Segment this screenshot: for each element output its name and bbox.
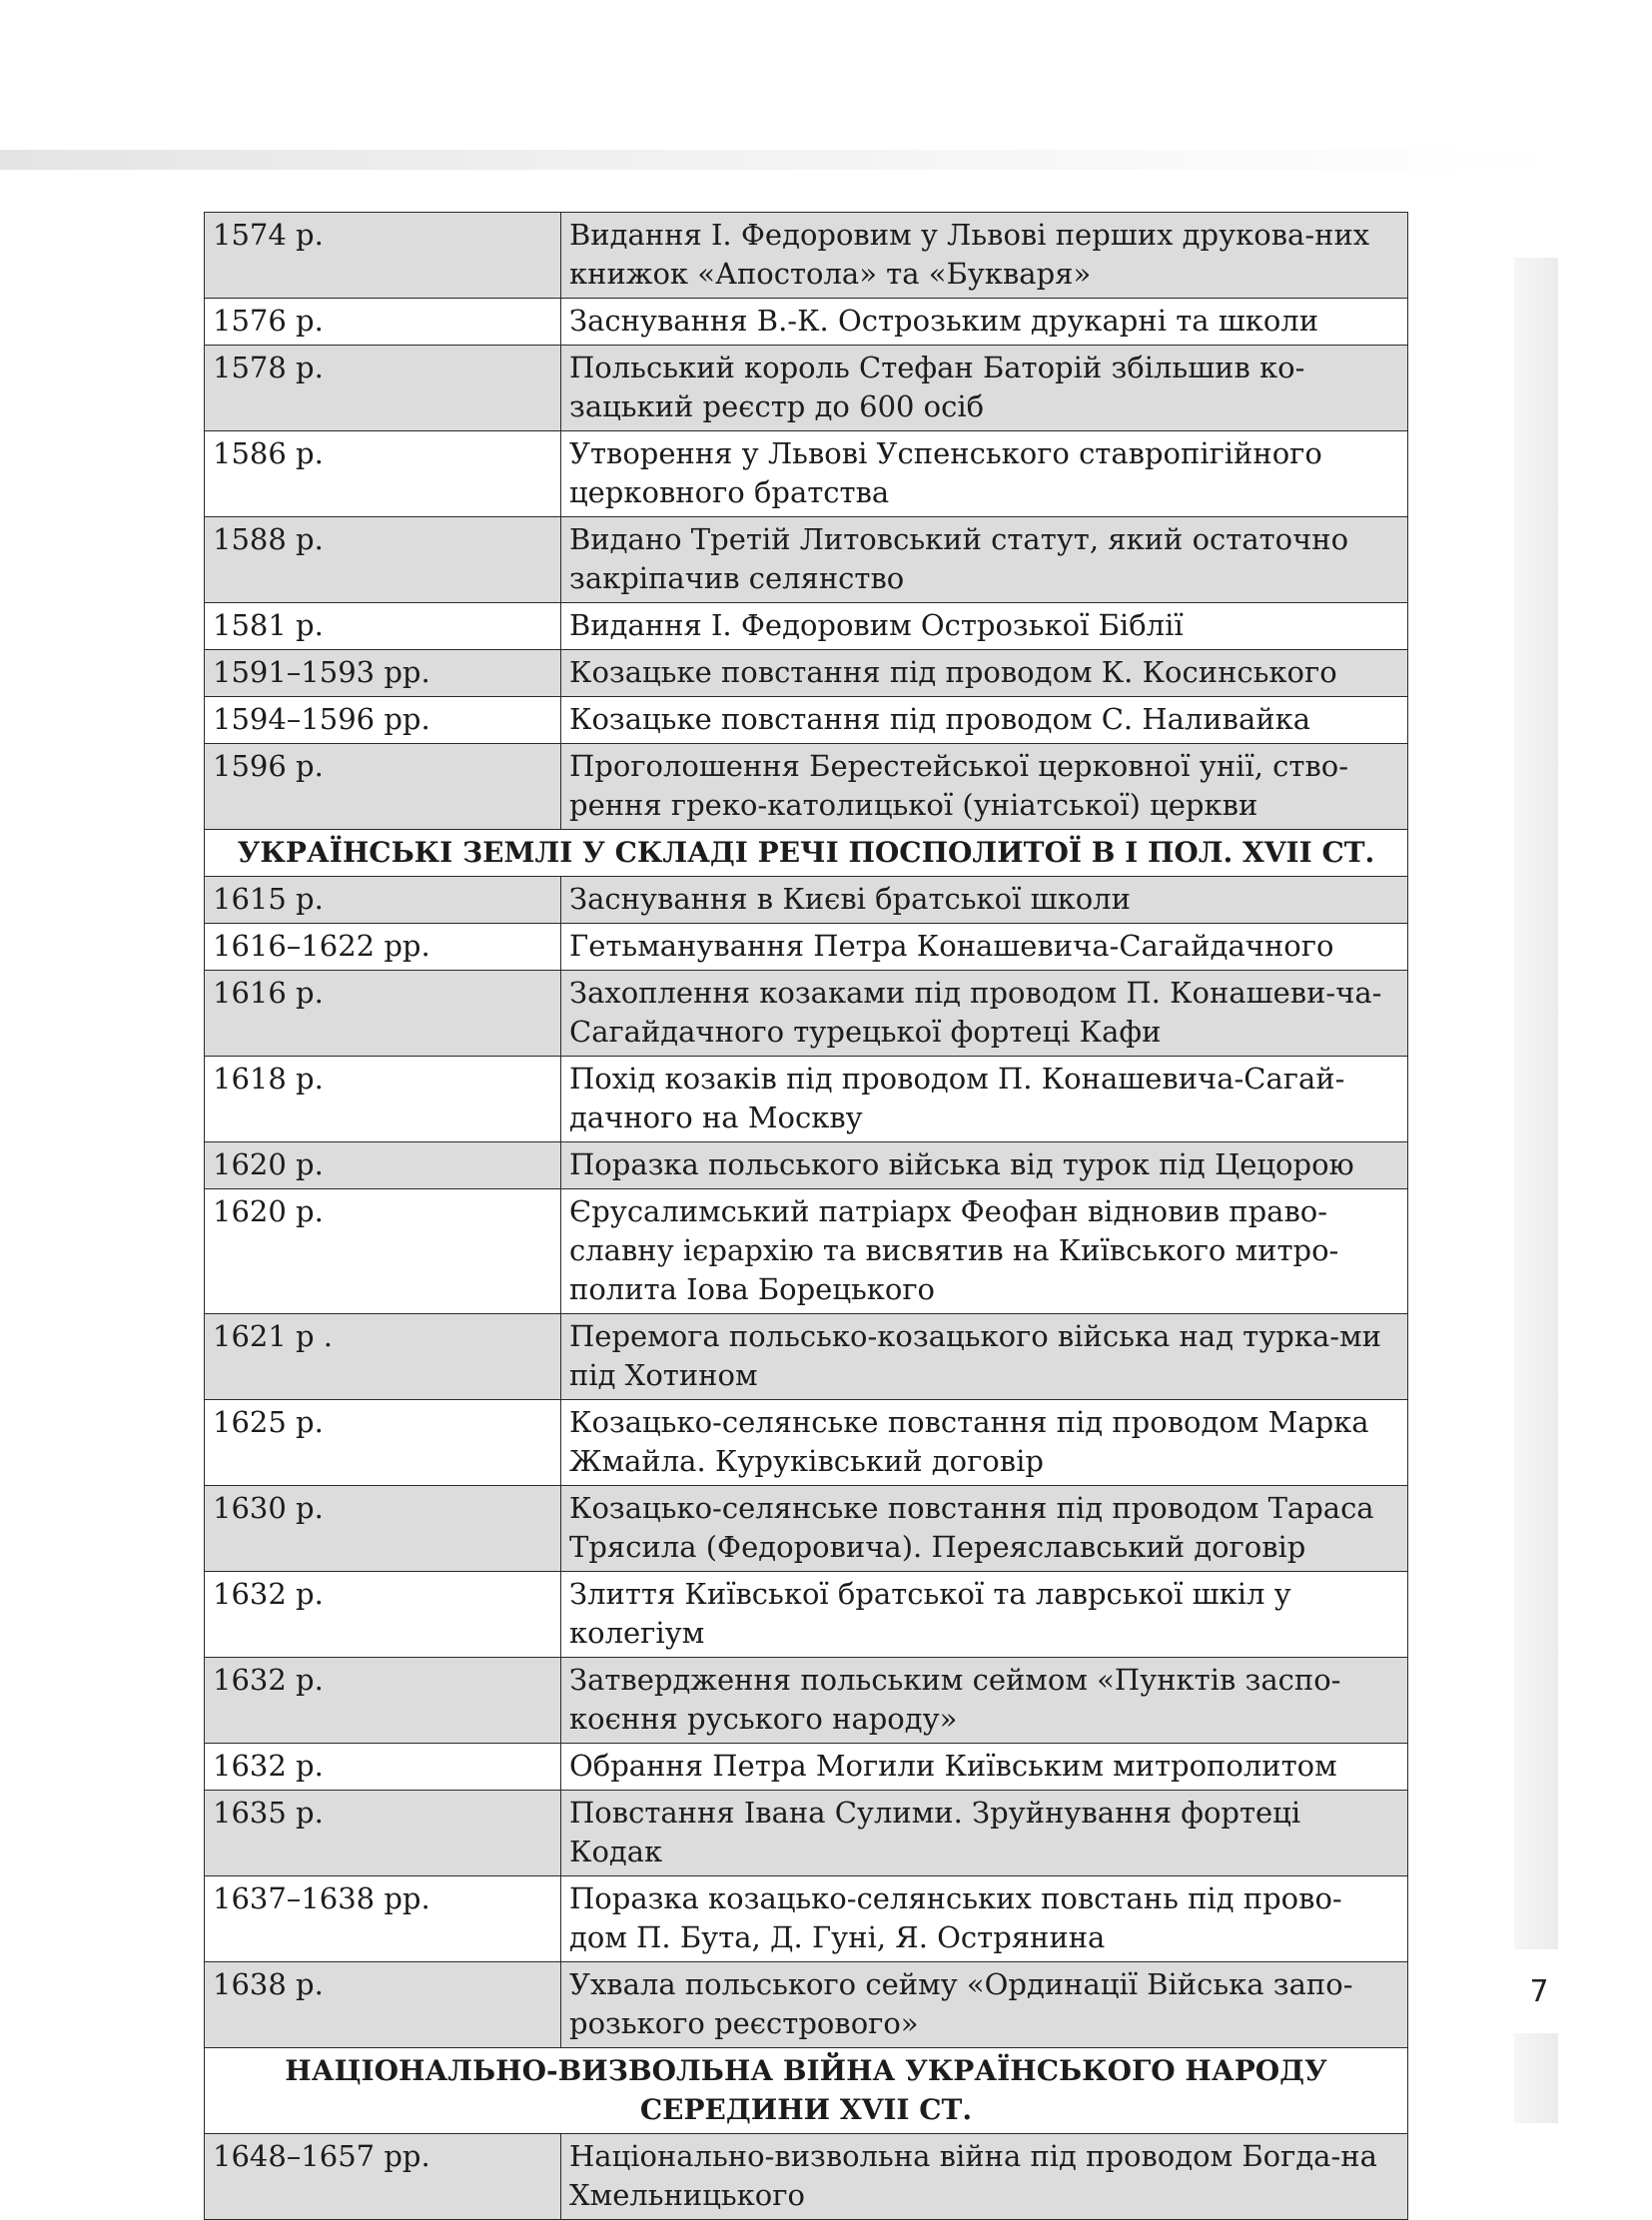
table-row xyxy=(205,517,1408,603)
event-date: 1618 р. xyxy=(205,1057,561,1142)
event-date: 1576 р. xyxy=(205,299,561,346)
event-date: 1578 р. xyxy=(205,346,561,431)
event-description: Козацько-селянське повстання під проводом Тараса Трясила (Федоровича). Переяславський договір xyxy=(561,1486,1408,1572)
table-row xyxy=(205,971,1408,1057)
event-date: 1620 р. xyxy=(205,1189,561,1314)
event-date: 1596 р. xyxy=(205,744,561,830)
table-row xyxy=(205,1189,1408,1314)
event-date: 1637–1638 рр. xyxy=(205,1876,561,1962)
table-row xyxy=(205,299,1408,346)
event-description: Похід козаків під проводом П. Конашевича-Сагай-дачного на Москву xyxy=(561,1057,1408,1142)
table-row xyxy=(205,1962,1408,2048)
table-row xyxy=(205,1658,1408,1744)
event-date: 1620 р. xyxy=(205,1142,561,1189)
event-description: Захоплення козаками під проводом П. Конашеви-ча-Сагайдачного турецької фортеці Кафи xyxy=(561,971,1408,1057)
event-description: Козацьке повстання під проводом К. Косинського xyxy=(561,650,1408,697)
section-heading-row xyxy=(205,830,1408,877)
table-row xyxy=(205,1486,1408,1572)
event-date: 1625 р. xyxy=(205,1400,561,1486)
event-description: Заснування В.-К. Острозьким друкарні та школи xyxy=(561,299,1408,346)
table-row xyxy=(205,431,1408,517)
section-heading: УКРАЇНСЬКІ ЗЕМЛІ У СКЛАДІ РЕЧІ ПОСПОЛИТОЇ В І ПОЛ. XVII СТ. xyxy=(205,830,1408,877)
event-description: Повстання Івана Сулими. Зруйнування фортеці Кодак xyxy=(561,1791,1408,1876)
event-description: Заснування в Києві братської школи xyxy=(561,877,1408,924)
page-side-bar xyxy=(1514,258,1558,2123)
event-description: Утворення у Львові Успенського ставропігійного церковного братства xyxy=(561,431,1408,517)
event-date: 1621 р . xyxy=(205,1314,561,1400)
event-description: Затвердження польським сеймом «Пунктів заспо-коєння руського народу» xyxy=(561,1658,1408,1744)
table-row xyxy=(205,744,1408,830)
event-description: Видано Третій Литовський статут, який остаточно закріпачив селянство xyxy=(561,517,1408,603)
section-heading: НАЦІОНАЛЬНО-ВИЗВОЛЬНА ВІЙНА УКРАЇНСЬКОГО НАРОДУ СЕРЕДИНИ XVII СТ. xyxy=(205,2048,1408,2134)
event-date: 1632 р. xyxy=(205,1658,561,1744)
table-row xyxy=(205,1057,1408,1142)
event-date: 1591–1593 рр. xyxy=(205,650,561,697)
table-row xyxy=(205,1744,1408,1791)
chronology-table xyxy=(204,212,1408,2220)
table-row xyxy=(205,603,1408,650)
event-date: 1574 р. xyxy=(205,213,561,299)
event-date: 1635 р. xyxy=(205,1791,561,1876)
table-row xyxy=(205,1572,1408,1658)
event-date: 1648–1657 рр. xyxy=(205,2134,561,2220)
table-row xyxy=(205,346,1408,431)
event-description: Перемога польсько-козацького війська над турка-ми під Хотином xyxy=(561,1314,1408,1400)
table-row xyxy=(205,650,1408,697)
event-description: Єрусалимський патріарх Феофан відновив право-славну ієрархію та висвятив на Київського митро-полита Іова Борецького xyxy=(561,1189,1408,1314)
table-row xyxy=(205,1876,1408,1962)
event-description: Видання І. Федоровим Острозької Біблії xyxy=(561,603,1408,650)
table-row xyxy=(205,924,1408,971)
event-description: Поразка польського війська від турок під Цецорою xyxy=(561,1142,1408,1189)
event-description: Гетьманування Петра Конашевича-Сагайдачного xyxy=(561,924,1408,971)
event-description: Козацьке повстання під проводом С. Наливайка xyxy=(561,697,1408,744)
event-date: 1638 р. xyxy=(205,1962,561,2048)
event-date: 1594–1596 рр. xyxy=(205,697,561,744)
table-row xyxy=(205,1400,1408,1486)
event-date: 1586 р. xyxy=(205,431,561,517)
event-date: 1616–1622 рр. xyxy=(205,924,561,971)
table-row xyxy=(205,1314,1408,1400)
table-row xyxy=(205,2134,1408,2220)
event-date: 1632 р. xyxy=(205,1744,561,1791)
event-description: Проголошення Берестейської церковної унії, ство-рення греко-католицької (уніатської) церкви xyxy=(561,744,1408,830)
header-gradient-band xyxy=(0,150,1558,170)
event-date: 1581 р. xyxy=(205,603,561,650)
event-date: 1632 р. xyxy=(205,1572,561,1658)
table-row xyxy=(205,1791,1408,1876)
chronology-table-body xyxy=(205,213,1408,2220)
table-row xyxy=(205,697,1408,744)
event-description: Польський король Стефан Баторій збільшив ко-зацький реєстр до 600 осіб xyxy=(561,346,1408,431)
section-heading-row xyxy=(205,2048,1408,2134)
event-description: Обрання Петра Могили Київським митрополитом xyxy=(561,1744,1408,1791)
event-description: Ухвала польського сейму «Ординації Війська запо-розького реєстрового» xyxy=(561,1962,1408,2048)
event-date: 1615 р. xyxy=(205,877,561,924)
event-description: Національно-визвольна війна під проводом Богда-на Хмельницького xyxy=(561,2134,1408,2220)
event-description: Козацько-селянське повстання під проводом Марка Жмайла. Куруківський договір xyxy=(561,1400,1408,1486)
table-row xyxy=(205,877,1408,924)
event-description: Видання І. Федоровим у Львові перших друкова-них книжок «Апостола» та «Букваря» xyxy=(561,213,1408,299)
page-number: 7 xyxy=(1504,1949,1574,2033)
event-date: 1588 р. xyxy=(205,517,561,603)
table-row xyxy=(205,213,1408,299)
event-date: 1616 р. xyxy=(205,971,561,1057)
event-date: 1630 р. xyxy=(205,1486,561,1572)
event-description: Злиття Київської братської та лаврської шкіл у колегіум xyxy=(561,1572,1408,1658)
event-description: Поразка козацько-селянських повстань під прово-дом П. Бута, Д. Гуні, Я. Острянина xyxy=(561,1876,1408,1962)
table-row xyxy=(205,1142,1408,1189)
